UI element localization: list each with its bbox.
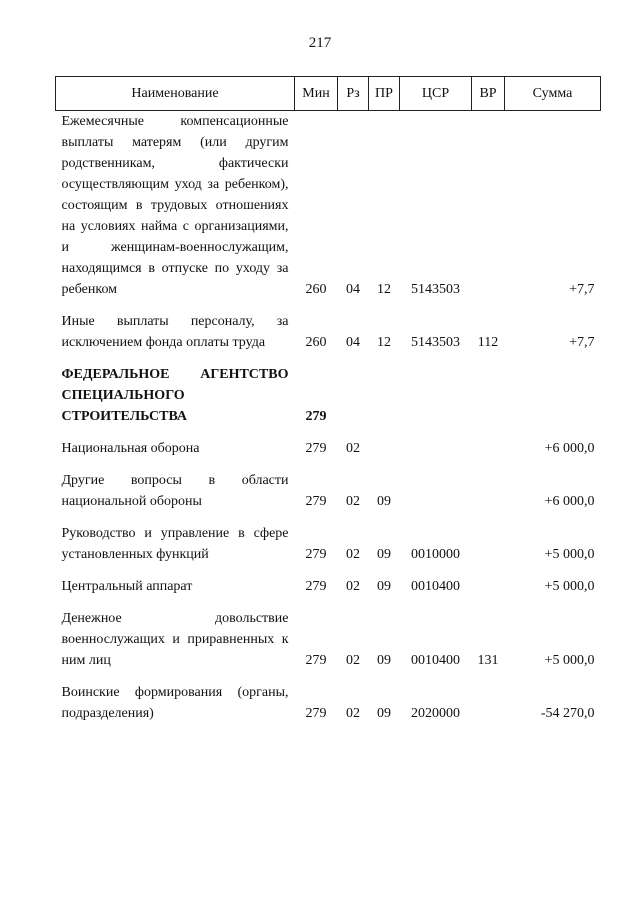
row-pr [369,364,400,427]
row-sum: +7,7 [569,282,595,297]
table-row [56,608,601,671]
row-csr [400,438,472,459]
table-row [56,576,601,597]
table-header-row [56,77,601,111]
row-pr: 09 [377,706,391,721]
row-sum: +5 000,0 [544,653,595,668]
row-rz [338,364,369,427]
row-csr: 5143503 [411,335,460,350]
row-sum: +7,7 [569,335,595,350]
row-name: Другие вопросы в области национальной обороны [61,473,289,509]
row-csr [400,364,472,427]
row-rz: 02 [346,547,360,562]
row-vr [472,438,505,459]
row-rz: 04 [346,335,360,350]
budget-table [55,76,601,724]
row-min: 279 [305,579,327,594]
row-csr: 0010400 [411,653,460,668]
row-sum: -54 270,0 [540,706,595,721]
row-min: 279 [305,547,327,562]
row-csr: 0010400 [411,579,460,594]
row-csr: 5143503 [411,282,460,297]
row-pr: 09 [377,579,391,594]
row-vr [472,682,505,724]
row-csr: 2020000 [411,706,460,721]
row-min: 260 [305,282,327,297]
row-pr: 09 [377,547,391,562]
row-name: Иные выплаты персоналу, за исключением фонда оплаты труда [61,314,289,350]
row-vr [472,523,505,565]
row-min: 279 [305,653,327,668]
row-sum [505,364,601,427]
row-rz: 02 [346,706,360,721]
row-sum: +6 000,0 [544,494,595,509]
header-min: Мин [295,77,338,111]
row-name: Национальная оборона [61,441,200,456]
row-vr [472,364,505,427]
row-rz: 04 [346,282,360,297]
page-number: 217 [308,35,332,51]
row-rz: 02 [346,653,360,668]
row-rz: 02 [346,441,360,456]
row-name: Воинские формирования (органы, подразделения) [61,685,289,721]
row-pr: 12 [377,335,391,350]
row-rz: 02 [346,494,360,509]
row-sum: +6 000,0 [544,441,595,456]
table-row [56,311,601,353]
table-row [56,364,601,427]
header-vr: ВР [472,77,505,111]
row-csr [400,470,472,512]
row-pr: 09 [377,494,391,509]
row-min: 279 [305,494,327,509]
row-pr: 09 [377,653,391,668]
row-vr [472,111,505,301]
row-min: 260 [305,335,327,350]
row-sum: +5 000,0 [544,547,595,562]
header-rz: Рз [338,77,369,111]
row-min: 279 [305,409,327,424]
table-row [56,470,601,512]
row-name: Руководство и управление в сфере установленных функций [61,526,289,562]
row-sum: +5 000,0 [544,579,595,594]
header-sum: Сумма [505,77,601,111]
header-pr: ПР [369,77,400,111]
table-row [56,523,601,565]
row-name: ФЕДЕРАЛЬНОЕ АГЕНТСТВО СПЕЦИАЛЬНОГО СТРОИТЕЛЬСТВА [61,367,289,424]
table-row [56,438,601,459]
row-vr [472,576,505,597]
header-name: Наименование [56,77,295,111]
row-pr [369,438,400,459]
row-name: Ежемесячные компенсационные выплаты матерям (или другим родственникам, фактически осуществляющим уход за ребенком), состоящим в трудовых отношениях на условиях найма с организациями, и женщинам-военнослужащим, находящимся в отпуске по уходу за ребенком [61,114,289,297]
row-vr: 131 [477,653,499,668]
row-csr: 0010000 [411,547,460,562]
row-rz: 02 [346,579,360,594]
row-vr [472,470,505,512]
header-csr: ЦСР [400,77,472,111]
row-vr: 112 [477,335,499,350]
row-min: 279 [305,706,327,721]
row-min: 279 [305,441,327,456]
table-row [56,682,601,724]
row-pr: 12 [377,282,391,297]
row-name: Денежное довольствие военнослужащих и приравненных к ним лиц [61,611,289,668]
row-name: Центральный аппарат [61,579,193,594]
table-row [56,111,601,301]
